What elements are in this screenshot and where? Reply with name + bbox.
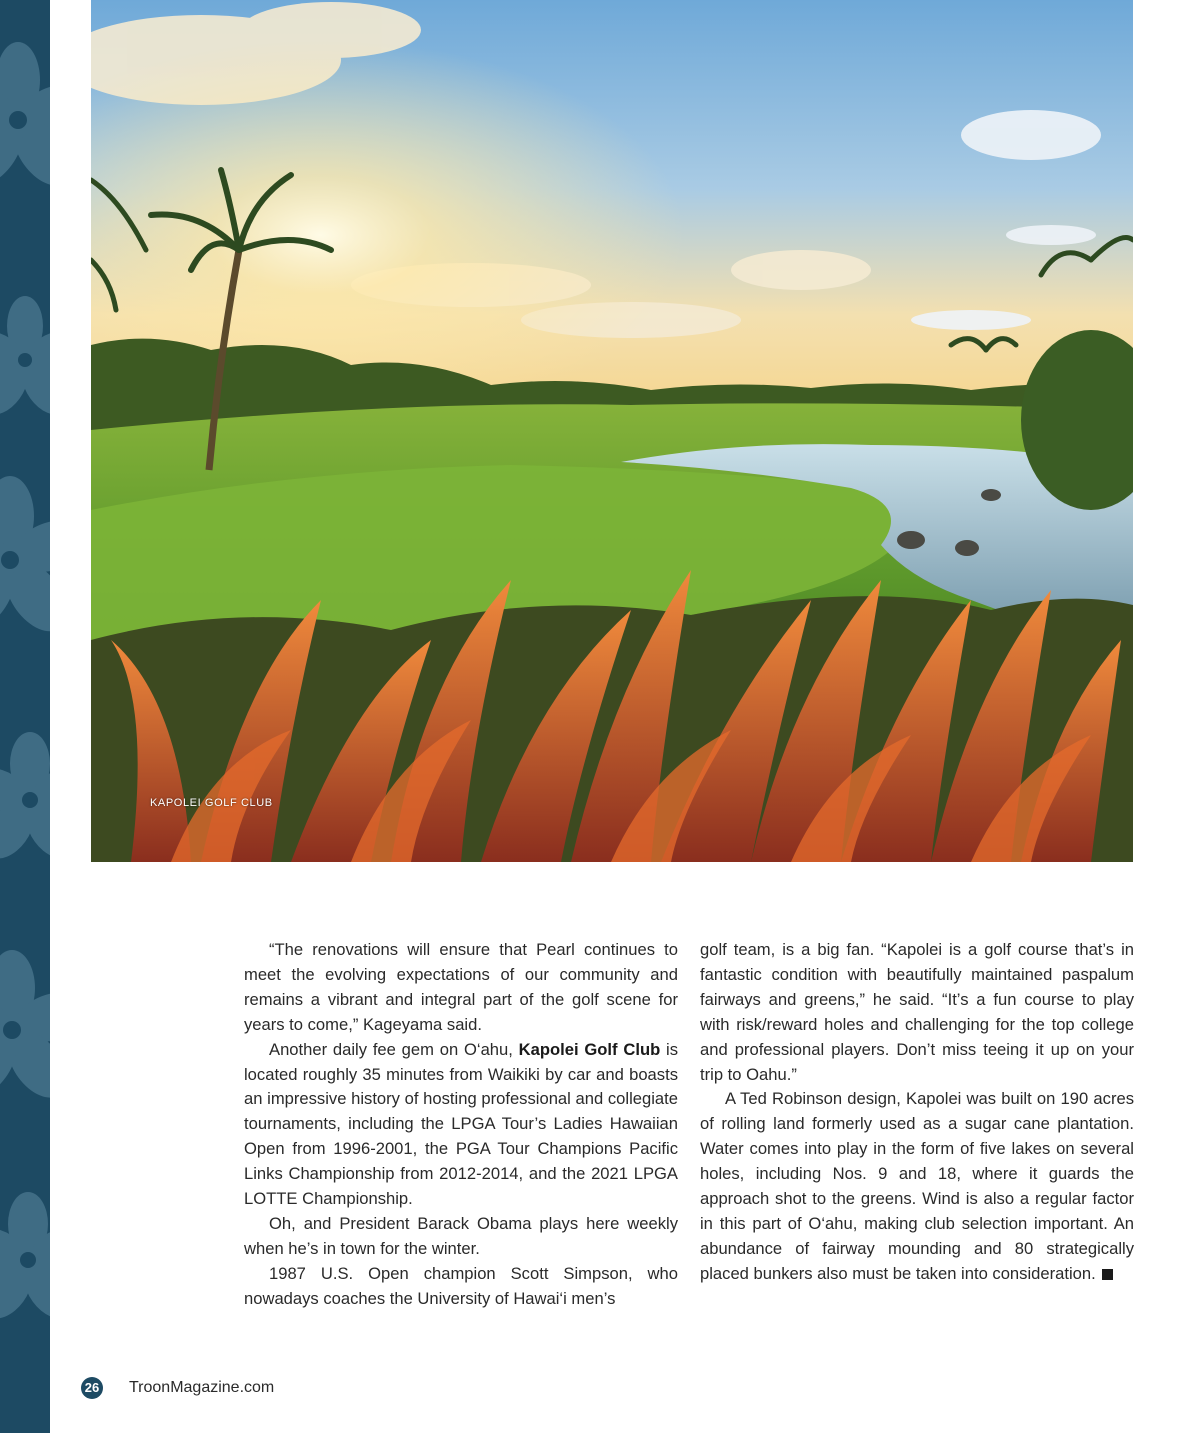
paragraph-renovations-quote: “The renovations will ensure that Pearl continues to meet the evolving expectations of our community and remains a vibrant and integral part of the golf scene for years to come,” Kageyama said.: [244, 940, 678, 1034]
hibiscus-pattern: [0, 0, 50, 1433]
photo-caption: KAPOLEI GOLF CLUB: [150, 797, 273, 809]
paragraph-text: Another daily fee gem on O‘ahu,: [269, 1039, 519, 1059]
article-column-left: [244, 938, 678, 1312]
paragraph-kapolei-intro: [244, 1038, 678, 1212]
paragraph-simpson: 1987 U.S. Open champion Scott Simpson, who nowadays coaches the University of Hawai‘i men’s: [244, 1263, 678, 1308]
page-number: 26: [81, 1377, 103, 1399]
paragraph-text: is located roughly 35 minutes from Waikiki by car and boasts an impressive history of hosting professional and collegiate tournaments, including the LPGA Tour’s Ladies Hawaiian Open from 1996-2001, the PGA Tour Champions Pacific Links Championship from 2012-2014, and the 2021 LPGA LOTTE Championship.: [244, 1039, 679, 1209]
end-of-article-mark: [1102, 1269, 1113, 1280]
kapolei-golf-club-name: Kapolei Golf Club: [518, 1039, 661, 1059]
paragraph-text: A Ted Robinson design, Kapolei was built on 190 acres of rolling land formerly used as a sugar cane plantation. Water comes into play in the form of five lakes on several holes, including Nos. 9 and 18, where it guards the approach shot to the greens. Wind is also a regular factor in this part of O‘ahu, making club selection important. An abundance of fairway mounding and 80 strategically placed bunkers also must be taken into consideration.: [700, 1089, 1134, 1283]
kapolei-golf-club-image: [91, 0, 1133, 862]
paragraph-ted-robinson: [700, 1087, 1134, 1286]
paragraph-obama: Oh, and President Barack Obama plays here weekly when he’s in town for the winter.: [244, 1213, 678, 1258]
paragraph-simpson-continued: golf team, is a big fan. “Kapolei is a golf course that’s in fantastic condition with beautifully maintained paspalum fairways and greens,” he said. “It’s a fun course to play with risk/reward holes and challenging for the top college and professional players. Don’t miss teeing it up on your trip to Oahu.”: [700, 940, 1134, 1084]
golf-course-photo: [91, 0, 1133, 862]
decorative-side-band: [0, 0, 50, 1433]
website-link[interactable]: TroonMagazine.com: [129, 1379, 275, 1396]
article-column-right: [700, 938, 1134, 1287]
